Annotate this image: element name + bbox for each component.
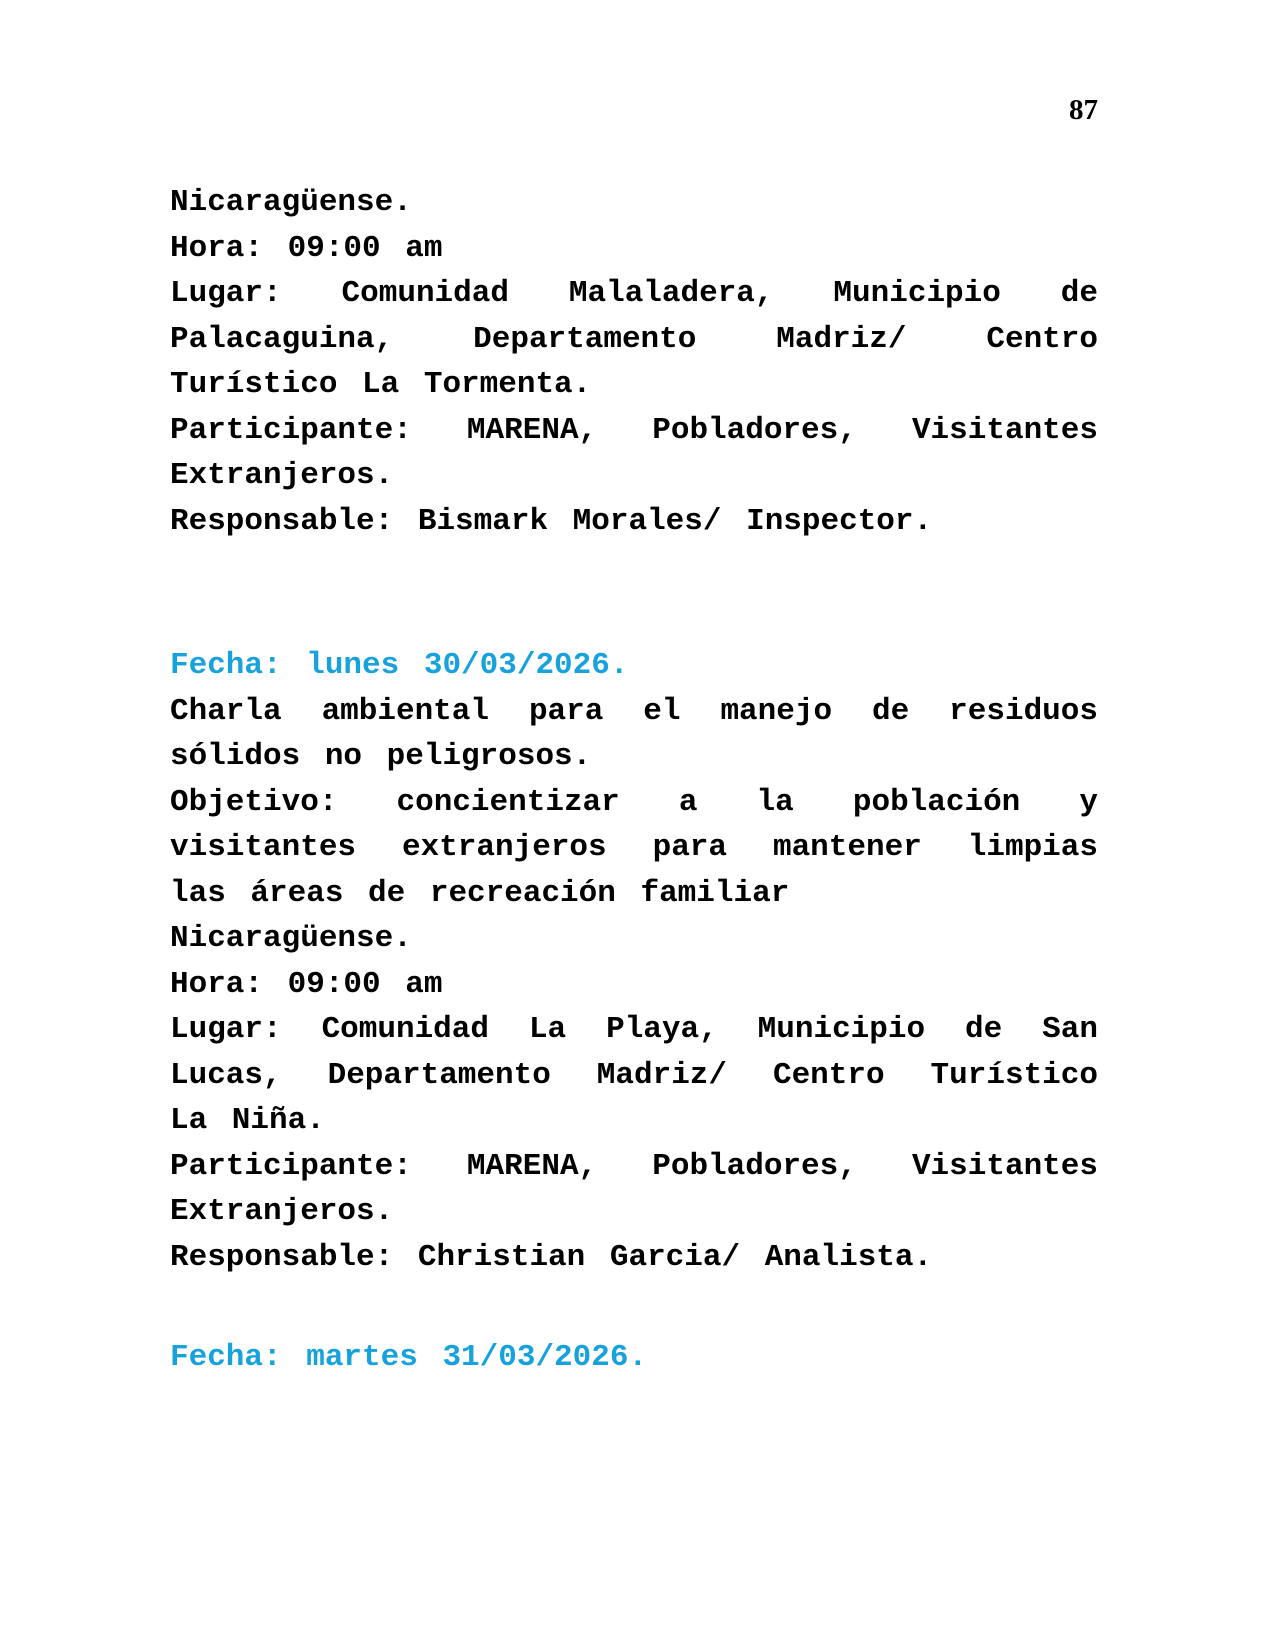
text-line: sólidos no peligrosos.	[170, 739, 592, 774]
text-line: visitantes extranjeros para mantener limpias	[170, 830, 1098, 865]
continued-entry	[170, 180, 1098, 544]
text-line: Palacaguina, Departamento Madriz/ Centro	[170, 321, 1098, 357]
text-line: Hora: 09:00 am	[170, 966, 443, 1002]
text-line: Fecha: martes 31/03/2026.	[170, 1340, 648, 1375]
text-line: Lugar: Comunidad Malaladera, Municipio de	[170, 276, 1098, 311]
text-line: Responsable: Bismark Morales/ Inspector.	[170, 503, 933, 539]
entry-martes-31-03-2026	[170, 1335, 1098, 1381]
text-line: Nicaragüense.	[170, 921, 412, 956]
page-number: 87	[1069, 94, 1098, 126]
text-line: Objetivo: concientizar a la población y	[170, 784, 1098, 820]
text-line: Responsable: Christian Garcia/ Analista.	[170, 1239, 933, 1275]
entry-lunes-30-03-2026	[170, 643, 1098, 1280]
text-line: Lucas, Departamento Madriz/ Centro Turístico	[170, 1057, 1098, 1093]
text-line: La Niña.	[170, 1103, 325, 1138]
text-line: las áreas de recreación familiar	[170, 875, 790, 911]
text-line: Charla ambiental para el manejo de residuos	[170, 693, 1098, 729]
document-body	[170, 180, 1098, 1381]
text-line: Participante: MARENA, Pobladores, Visitantes	[170, 1148, 1098, 1184]
text-line: Nicaragüense.	[170, 185, 412, 220]
text-line: Extranjeros.	[170, 1194, 394, 1229]
text-line: Participante: MARENA, Pobladores, Visitantes	[170, 412, 1098, 448]
text-line: Extranjeros.	[170, 458, 394, 493]
text-line: Hora: 09:00 am	[170, 230, 443, 266]
text-line: Lugar: Comunidad La Playa, Municipio de San	[170, 1012, 1098, 1047]
text-line: Fecha: lunes 30/03/2026.	[170, 648, 629, 683]
text-line: Turístico La Tormenta.	[170, 367, 592, 402]
